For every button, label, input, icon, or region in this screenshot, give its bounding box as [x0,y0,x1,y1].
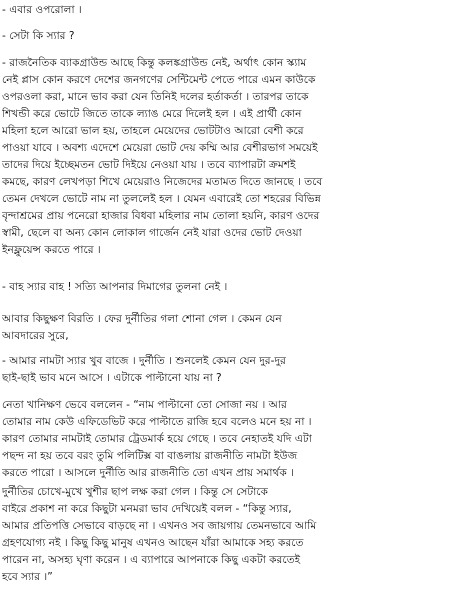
paragraph-narration-1 [2,311,454,345]
text-line: পছন্দ না হয় তবে বরং তুমি পলিটিক্স বা বাঙলায় রাজনীতি নামটা ইউজ [2,450,298,462]
text-line: - এবার ওপরোলা । [2,4,82,16]
text-line: নেতা খানিক্ষণ ভেবে বললেন - “নাম পাল্টানো তো সোজা নয় । আর [2,399,287,411]
text-line: আমার প্রতিপত্তি সেভাবে বাড়ছে না । এখনও সব জায়গায় তেমনভাবে আমি [2,520,317,532]
text-line: তেমন দেখলে ভোটে নাম না তুললেই হল । যেমন এবারেই তো শহরের বিভিন্ন [2,193,321,205]
text-line: কমছে, কারণ লেখপড়া শিখে মেয়েরাও নিজেদের মতামত দিতে জানছে । তবে [2,176,323,188]
text-line: ছাই-ছাই ভাব মনে আসে । এটাকে পাল্টানো যায় না ? [2,372,222,384]
paragraph-narration-2 [2,397,454,482]
text-line: ইনফ্লুয়েন্স করতে পারে । [2,244,101,256]
paragraph-dialogue-4 [2,279,454,296]
text-line: গ্রহণযোগ্য নই । কিছু কিছু মানুষ এখনও আছেন যাঁরা আমাকে সহ্য করতে [2,537,304,549]
paragraph-dialogue-2 [2,28,454,45]
text-line: দুর্নীতির চোখে-মুখে খুশীর ছাপ লক্ষ করা গেল । কিন্তু সে সেটাকে [2,486,268,498]
text-line: - বাহ স্যার বাহ ! সত্যি আপনার দিমাগের তুলনা নেই । [2,281,228,293]
text-line: - রাজনৈতিক ব্যাকগ্রাউন্ড আছে কিন্তু কলঙ্কগ্রাউন্ড নেই, অর্থাৎ কোন স্ক্যাম [2,57,307,69]
paragraph-dialogue-1 [2,2,454,19]
text-line: পারেন না, অসহ্য ঘৃণা করেন । এ ব্যাপারে আপনাকে কিছু একটা করতেই [2,554,301,566]
text-line: স্বামী, ছেলে বা অন্য কোন লোকাল গার্জেন নেই যারা ওদের ভোট দেওয়া [2,227,302,239]
text-line: আবদারের সুরে, [2,330,69,342]
text-line: করতে পারো । আসলে দুর্নীতি আর রাজনীতি তো এখন প্রায় সমার্থক । [2,467,294,479]
paragraph-dialogue-5 [2,353,454,387]
text-line: বাইরে প্রকাশ না করে কিছুটা মনমরা ভাব দেখিয়েই বলল - “কিন্তু স্যার, [2,503,292,515]
paragraph-narration-3 [2,484,454,586]
text-line: - আমার নামটা স্যার খুব বাজে । দুর্নীতি । শুনলেই কেমন যেন দুর-দুর [2,355,286,367]
text-line: নেই প্লাস কোন করণে দেশের জনগণের সেন্টিমেন্ট পেতে পারে এমন কাউকে [2,74,316,86]
text-line: শিখন্ডী করে ভোটে জিতে তাকে ল্যাঙ মেরে দিলেই হল । এই প্রার্থী কোন [2,108,302,120]
text-line: হবে স্যার ।” [2,571,53,583]
text-line: - সেটা কি স্যার ? [2,30,75,42]
text-line: মহিলা হলে আরো ভাল হয়, তাহলে মেয়েদের ভোটটাও আরো বেশী করে [2,125,304,137]
text-line: পাওয়া যাবে । অবশ্য এদেশে মেয়েরা ভোট দেয় কম্মি আর বেশীরভাগ সময়েই [2,142,318,154]
text-line: ওপরওলা করা, মানে ভাব করা যেন তিনিই দলের হর্তাকর্তা । তারপর তাকে [2,91,309,103]
text-line: তাদের দিয়ে ইচ্ছেমতন ভোট দিইয়ে নেওয়া যায় । তবে ব্যাপারটা ক্রমশই [2,159,296,171]
text-line: আবার কিছুক্ষণ বিরতি । ফের দুর্নীতির গলা শোনা গেল । কেমন যেন [2,313,282,325]
paragraph-dialogue-3 [2,55,454,259]
text-line: বৃন্দাশ্রমের প্রায় পনেরো হাজার বিধবা মহিলার নাম তোলা হয়নি, কারণ ওদের [2,210,320,222]
text-line: তোমার নাম কেউ এফিডেভিট করে পাল্টাতে রাজি হবে বলেও মনে হয় না । [2,416,312,428]
text-line: কারণ তোমার নামটাই তোমার ট্রেডমার্ক হয়ে গেছে । তবে নেহাতই যদি এটা [2,433,312,445]
